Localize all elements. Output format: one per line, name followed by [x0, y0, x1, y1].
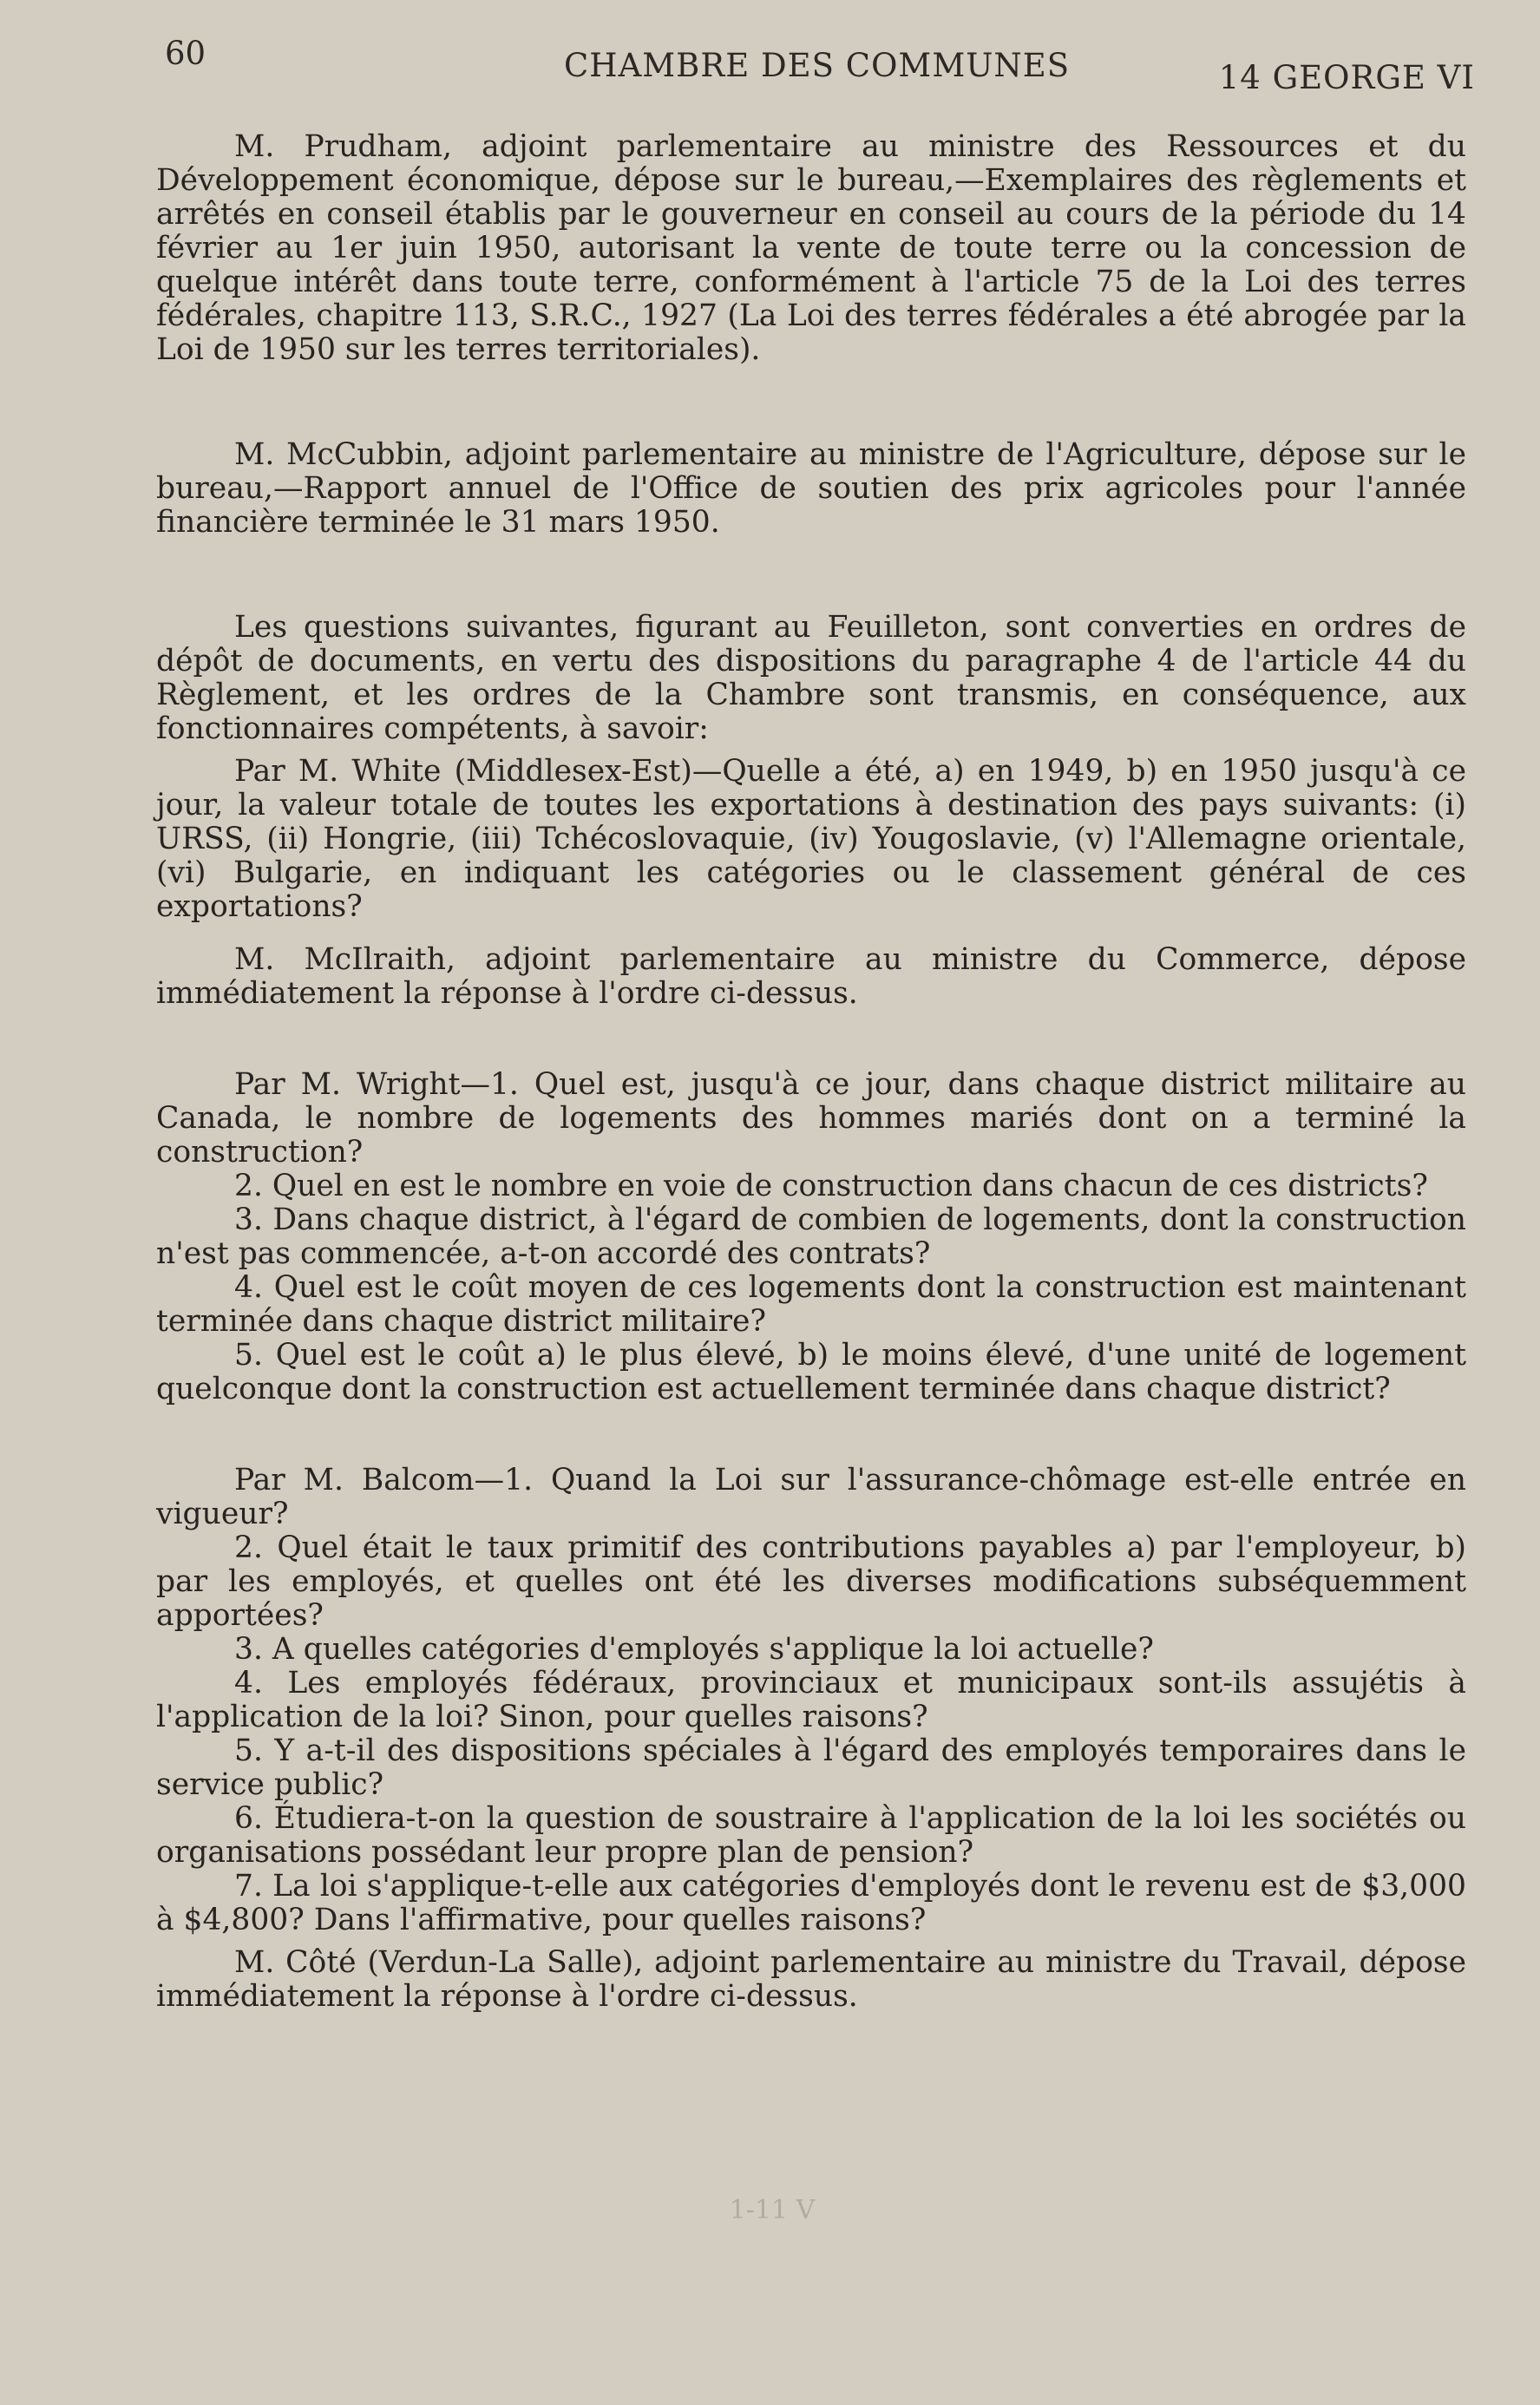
answer-mcilraith: M. McIlraith, adjoint parlementaire au ministre du Commerce, dépose immédiatement la réponse à l'ordre ci-dessus. — [156, 942, 1466, 1011]
document-body — [156, 130, 1466, 2014]
chamber-title: CHAMBRE DES COMMUNES — [564, 47, 1071, 84]
question-wright-5: 5. Quel est le coût a) le plus élevé, b) le moins élevé, d'une unité de logement quelconque dont la construction est actuellement terminée dans chaque district? — [156, 1338, 1466, 1406]
question-white: Par M. White (Middlesex-Est)—Quelle a été, a) en 1949, b) en 1950 jusqu'à ce jour, la valeur totale de toutes les exportations à destination des pays suivants: (i) URSS, (ii) Hongrie, (iii) Tchécoslovaquie, (iv) Yougoslavie, (v) l'Allemagne orientale, (vi) Bulgarie, en indiquant les catégories ou le classement général de ces exportations? — [156, 754, 1466, 924]
question-wright-3: 3. Dans chaque district, à l'égard de combien de logements, dont la construction n'est pas commencée, a-t-on accordé des contrats? — [156, 1202, 1466, 1271]
question-balcom-4: 4. Les employés fédéraux, provinciaux et municipaux sont-ils assujétis à l'application de la loi? Sinon, pour quelles raisons? — [156, 1666, 1466, 1734]
question-balcom-1: Par M. Balcom—1. Quand la Loi sur l'assurance-chômage est-elle entrée en vigueur? — [156, 1463, 1466, 1531]
question-wright-2: 2. Quel en est le nombre en voie de construction dans chacun de ces districts? — [234, 1169, 1428, 1203]
question-balcom-2: 2. Quel était le taux primitif des contributions payables a) par l'employeur, b) par les employés, et quelles ont été les diverses modifications subséquemment apportées? — [156, 1530, 1466, 1633]
paragraph-prudham: M. Prudham, adjoint parlementaire au ministre des Ressources et du Développement économique, dépose sur le bureau,—Exemplaires des règlements et arrêtés en conseil établis par le gouverneur en conseil au cours de la période du 14 février au 1er juin 1950, autorisant la vente de toute terre ou la concession de quelque intérêt dans toute terre, conformément à l'article 75 de la Loi des terres fédérales, chapitre 113, S.R.C., 1927 (La Loi des terres fédérales a été abrogée par la Loi de 1950 sur les terres territoriales). — [156, 129, 1466, 367]
page-number: 60 — [165, 35, 206, 72]
regnal-year: 14 GEORGE VI — [1218, 59, 1475, 96]
question-balcom-5: 5. Y a-t-il des dispositions spéciales à l'égard des employés temporaires dans le service public? — [156, 1733, 1466, 1802]
answer-cote: M. Côté (Verdun-La Salle), adjoint parlementaire au ministre du Travail, dépose immédiatement la réponse à l'ordre ci-dessus. — [156, 1945, 1466, 2014]
question-wright-4: 4. Quel est le coût moyen de ces logements dont la construction est maintenant terminée dans chaque district militaire? — [156, 1270, 1466, 1339]
question-balcom-6: 6. Étudiera-t-on la question de soustraire à l'application de la loi les sociétés ou organisations possédant leur propre plan de pension? — [156, 1801, 1466, 1870]
paragraph-mccubbin: M. McCubbin, adjoint parlementaire au ministre de l'Agriculture, dépose sur le bureau,—Rapport annuel de l'Office de soutien des prix agricoles pour l'année financière terminée le 31 mars 1950. — [156, 437, 1466, 540]
question-balcom-3: 3. A quelles catégories d'employés s'applique la loi actuelle? — [234, 1632, 1154, 1667]
paragraph-questions-intro: Les questions suivantes, figurant au Feuilleton, sont converties en ordres de dépôt de documents, en vertu des dispositions du paragraphe 4 de l'article 44 du Règlement, et les ordres de la Chambre sont transmis, en conséquence, aux fonctionnaires compétents, à savoir: — [156, 610, 1466, 746]
page-header — [165, 35, 1475, 95]
question-wright-1: Par M. Wright—1. Quel est, jusqu'à ce jour, dans chaque district militaire au Canada, le nombre de logements des hommes mariés dont on a terminé la construction? — [156, 1067, 1466, 1170]
footer-mark: 1-11 V — [729, 2195, 816, 2225]
question-balcom-7: 7. La loi s'applique-t-elle aux catégories d'employés dont le revenu est de $3,000 à $4,800? Dans l'affirmative, pour quelles raisons? — [156, 1869, 1466, 1937]
